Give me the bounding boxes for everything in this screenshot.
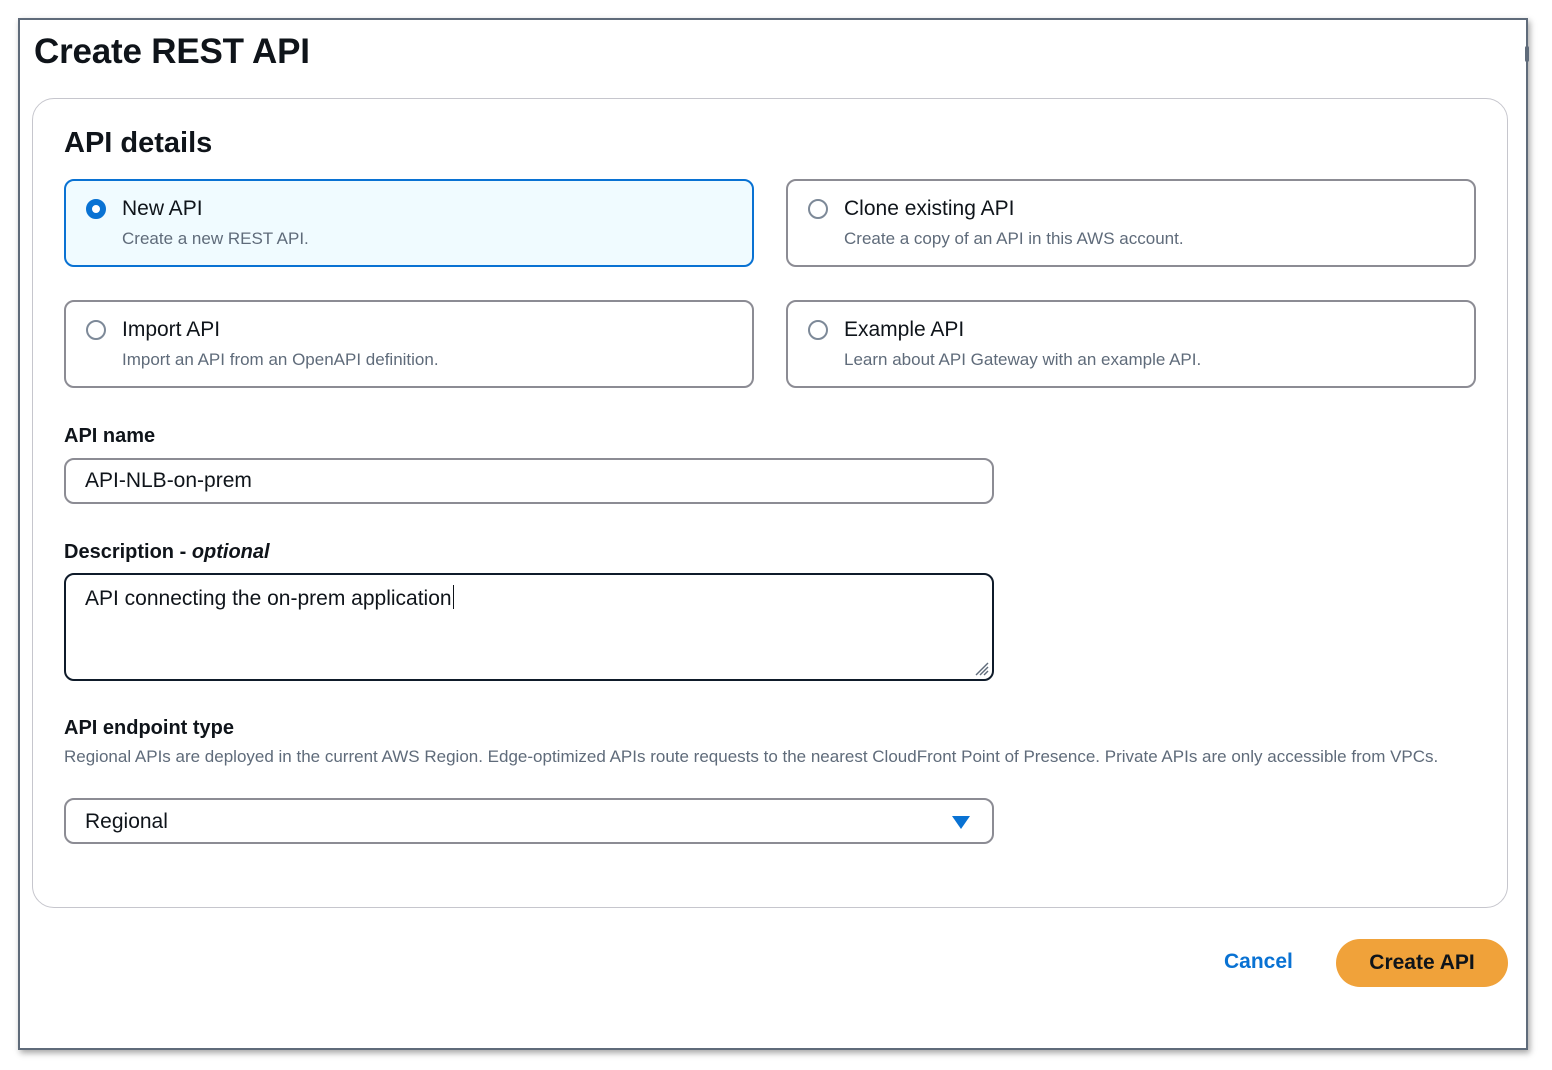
option-label: Import API bbox=[122, 318, 221, 341]
endpoint-type-label: API endpoint type bbox=[64, 717, 234, 739]
page-title: Create REST API bbox=[34, 32, 310, 71]
window-edge-marker bbox=[1525, 46, 1529, 62]
option-import-api[interactable] bbox=[64, 300, 754, 388]
option-description: Create a new REST API. bbox=[122, 229, 309, 248]
description-value bbox=[85, 585, 454, 611]
option-description: Import an API from an OpenAPI definition. bbox=[122, 350, 439, 369]
radio-import-api[interactable] bbox=[86, 320, 106, 340]
option-example-api[interactable] bbox=[786, 300, 1476, 388]
option-label: Clone existing API bbox=[844, 197, 1015, 220]
option-label: Example API bbox=[844, 318, 965, 341]
endpoint-type-select[interactable] bbox=[64, 798, 994, 844]
api-details-container bbox=[32, 98, 1508, 908]
option-label: New API bbox=[122, 197, 203, 220]
optional-marker: optional bbox=[191, 541, 270, 563]
option-new-api[interactable] bbox=[64, 179, 754, 267]
option-clone-existing-api[interactable] bbox=[786, 179, 1476, 267]
option-description: Create a copy of an API in this AWS account. bbox=[844, 229, 1184, 248]
resize-grip-icon[interactable] bbox=[973, 660, 989, 676]
radio-example-api[interactable] bbox=[808, 320, 828, 340]
caret-down-icon bbox=[952, 816, 970, 829]
description-textarea[interactable] bbox=[64, 573, 994, 681]
radio-new-api[interactable] bbox=[86, 199, 106, 219]
api-name-input[interactable] bbox=[64, 458, 994, 504]
option-description: Learn about API Gateway with an example API. bbox=[844, 350, 1202, 369]
radio-clone-existing-api[interactable] bbox=[808, 199, 828, 219]
cancel-button[interactable]: Cancel bbox=[1224, 950, 1293, 973]
dialog-frame bbox=[18, 18, 1528, 1050]
description-label-text: Description - bbox=[64, 541, 187, 563]
description-label bbox=[64, 541, 270, 564]
endpoint-type-value: Regional bbox=[85, 810, 168, 833]
section-title: API details bbox=[64, 127, 213, 159]
description-text: API connecting the on-prem application bbox=[85, 587, 452, 610]
create-api-button[interactable]: Create API bbox=[1336, 939, 1508, 987]
endpoint-type-help: Regional APIs are deployed in the current AWS Region. Edge-optimized APIs route requests to the nearest CloudFront Point of Presence. Private APIs are only accessible from VPCs. bbox=[64, 747, 1439, 766]
api-name-label: API name bbox=[64, 425, 156, 447]
text-cursor bbox=[453, 585, 455, 609]
